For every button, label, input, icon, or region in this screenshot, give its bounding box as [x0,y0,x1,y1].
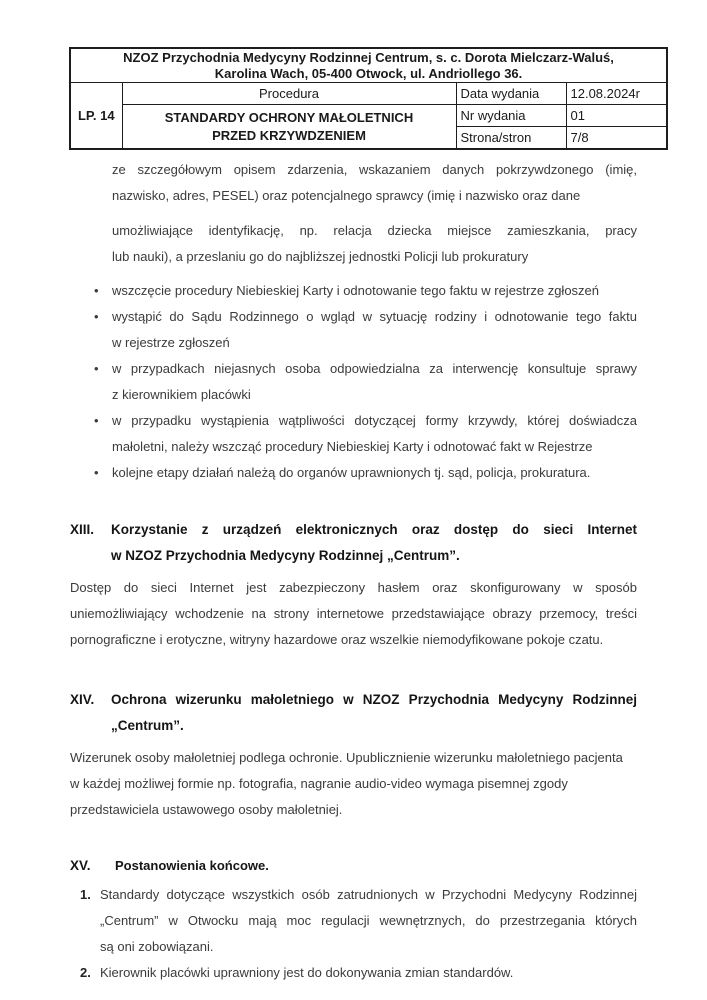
bullet-item [70,356,637,408]
procedure-label: Procedura [122,83,456,105]
numbered-list [70,882,637,986]
numbered-item [70,882,637,960]
text-line: Karolina Wach, 05-400 Otwock, ul. Andriollego 36. [214,65,523,81]
item-number: 1. [80,887,91,902]
section-xiii [70,517,637,569]
meta-label-data-wydania: Data wydania [456,83,566,105]
text-line: Dostęp do sieci Internet jest zabezpieczony hasłem oraz skonfigurowany w sposób [70,580,637,595]
section-paragraph [70,745,637,823]
section-number: XV. [70,858,91,873]
meta-value-nr-wydania: 01 [566,105,667,127]
text-line: • wystąpić do Sądu Rodzinnego o wgląd w sytuację rodziny i odnotowanie tego faktu [112,309,637,324]
procedure-title [122,105,456,150]
text-line: lub nauki), a przeslaniu go do najbliższej jednostki Policji lub prokuratury [112,249,529,264]
text-line: umożliwiające identyfikację, np. relacja dziecka miejsce zamieszkania, pracy [112,223,637,238]
text-line: Wizerunek osoby małoletniej podlega ochronie. Upublicznienie wizerunku małoletniego pacjenta [70,750,623,765]
text-line: przedstawiciela ustawowego osoby małoletniej. [70,802,343,817]
text-line: • kolejne etapy działań należą do organów uprawnionych tj. sąd, policja, prokuratura. [112,465,591,480]
continuation-paragraph [112,218,637,270]
continuation-paragraph [112,157,637,209]
text-line: uniemożliwiający wchodzenie na strony internetowe przedstawiające obrazy przemocy, treści [70,606,637,621]
text-line: nazwisko, adres, PESEL) oraz potencjalnego sprawcy (imię i nazwisko oraz dane [112,188,581,203]
text-line: • w przypadku wystąpienia wątpliwości dotyczącej formy krzywdy, której doświadcza [112,413,637,428]
bullet-item [70,460,637,486]
text-line: w NZOZ Przychodnia Medycyny Rodzinnej „Centrum”. [111,548,460,563]
text-line: małoletni, należy wszcząć procedury Niebieskiej Karty i odnotować fakt w Rejestrze [112,439,593,454]
section-heading [111,517,637,569]
text-line: STANDARDY OCHRONY MAŁOLETNICH [164,109,414,125]
text-line: w rejestrze zgłoszeń [112,335,230,350]
text-line: są oni zobowiązani. [100,939,214,954]
lp-number: LP. 14 [70,83,122,150]
text-line: • w przypadkach niejasnych osoba odpowiedzialna za interwencję konsultuje sprawy [112,361,637,376]
bullet-list [70,278,637,486]
section-xiv [70,687,637,739]
meta-label-strona: Strona/stron [456,127,566,150]
meta-value-strona: 7/8 [566,127,667,150]
section-paragraph [70,575,637,653]
document-body [70,157,637,986]
text-line: Standardy dotyczące wszystkich osób zatrudnionych w Przychodni Medycyny Rodzinnej [100,887,637,902]
text-line: z kierownikiem placówki [112,387,251,402]
text-line: pornograficzne i erotyczne, witryny hazardowe oraz wszelkie niemodyfikowane pokoje czatu. [70,632,604,647]
text-line: Korzystanie z urządzeń elektronicznych oraz dostęp do sieci Internet [111,522,637,537]
bullet-item [70,408,637,460]
meta-value-data-wydania: 12.08.2024r [566,83,667,105]
section-number: XIV. [70,692,95,707]
section-heading: Postanowienia końcowe. [115,858,269,873]
item-text [100,960,637,986]
text-line: „Centrum” w Otwocku mają moc regulacji wewnętrznych, do przestrzegania których [100,913,637,928]
text-line: PRZED KRZYWDZENIEM [212,127,366,143]
procedure-header-table [69,47,668,150]
bullet-item [70,304,637,356]
text-line: Kierownik placówki uprawniony jest do dokonywania zmian standardów. [100,965,514,980]
item-number: 2. [80,965,91,980]
text-line: ze szczegółowym opisem zdarzenia, wskazaniem danych pokrzywdzonego (imię, [112,162,637,177]
section-xv [70,853,637,879]
bullet-item [70,278,637,304]
text-line: • wszczęcie procedury Niebieskiej Karty i odnotowanie tego faktu w rejestrze zgłoszeń [112,283,600,298]
text-line: w każdej możliwej formie np. fotografia, nagranie audio-video wymaga pisemnej zgody [70,776,568,791]
item-text [100,882,637,960]
text-line: NZOZ Przychodnia Medycyny Rodzinnej Centrum, s. c. Dorota Mielczarz-Waluś, [123,50,614,65]
company-name [70,48,667,83]
text-line: Ochrona wizerunku małoletniego w NZOZ Przychodnia Medycyny Rodzinnej [111,692,637,707]
meta-label-nr-wydania: Nr wydania [456,105,566,127]
numbered-item [70,960,637,986]
text-line: „Centrum”. [111,718,184,733]
section-heading [111,687,637,739]
section-number: XIII. [70,522,95,537]
